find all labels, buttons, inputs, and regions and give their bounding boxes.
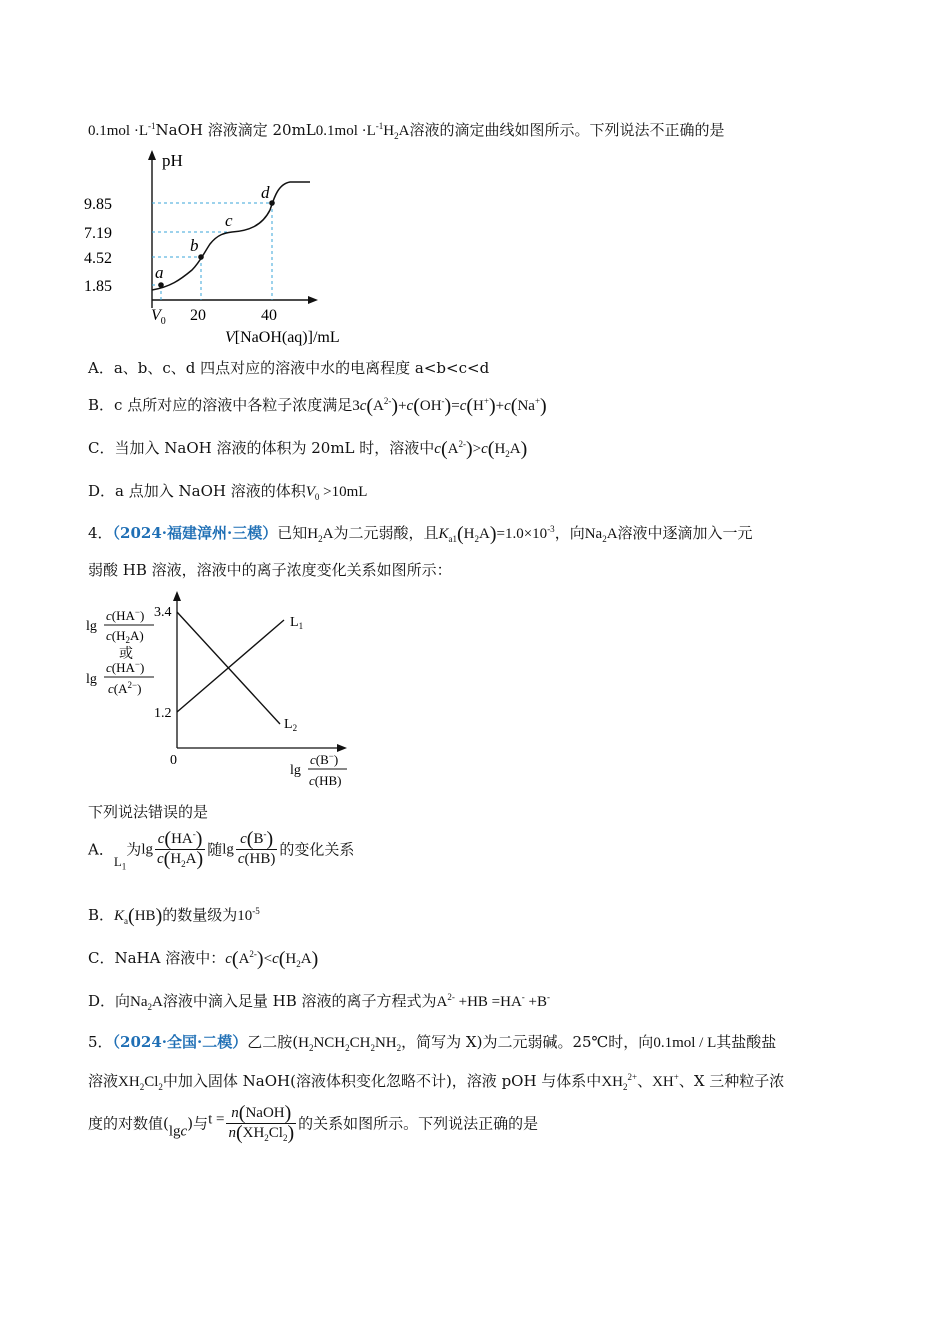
q4-option-c: C．NaHA 溶液中：$c(A^{2-})<c(H_2A)$ [88,948,319,970]
y-axis-arrow [148,150,156,160]
titration-curve [152,182,310,290]
y-tick-4.52: 4.52 [84,250,112,267]
q4-option-b: B．$K_a(HB)$的数量级为$10^{-5}$ [88,905,260,927]
q4-option-d: D．向$Na_2A$溶液中滴入足量 HB 溶液的离子方程式为$A^{2-} +HB =HA^- +B^-$ [88,992,551,1012]
y-tick-7.19: 7.19 [84,225,112,242]
q4-source: （2024·福建漳州·三模） [112,524,278,542]
svg-text:lg: lg [86,619,97,634]
svg-text:c(HA−): c(HA−) [106,607,145,623]
x-origin: 0 [170,753,177,768]
line-l2 [177,612,280,724]
y-tick-1.2: 1.2 [154,706,172,721]
point-b [198,254,204,260]
point-label-c: c [225,211,233,230]
q5-stem-line2: 溶液$XH_2Cl_2$中加入固体 NaOH(溶液体积变化忽略不计)，溶液 pOH 与体系中$XH_2^{2+}$、XH+、X 三种粒子浓 [88,1072,785,1092]
y-axis-label: pH [162,151,183,170]
q4-option-a: A．$L_1$为lg $\frac{c(HA^-)}{c(H_2A)}$ 随lg $\frac{c(B^-)}{c(HB)}$ 的变化关系 [88,828,355,872]
svg-text:lg: lg [86,672,97,687]
or-label: 或 [119,647,133,662]
y-tick-9.85: 9.85 [84,196,112,213]
log-concentration-chart [84,588,364,793]
x-axis-label: V[NaOH(aq)]/mL [225,329,340,346]
svg-text:c(HA−): c(HA−) [106,659,145,675]
y-axis-arrow [173,591,181,601]
x-tick-40: 40 [261,307,277,324]
x-tick-v0: $V_0$ [151,307,166,327]
x-tick-20: 20 [190,307,206,324]
point-label-b: b [190,236,199,255]
q3-option-a: A．a、b、c、d 四点对应的溶液中水的电离程度 a<b<c<d [88,359,490,377]
q3-option-b: B．c 点所对应的溶液中各粒子浓度满足$3c(A^{2-})+c(OH^-)=c(H^+)+c(Na^+)$ [88,395,547,417]
q5-stem-line1: 5．（2024·全国·二模）乙二胺($H_2NCH_2CH_2NH_2$，简写为 X)为二元弱碱。25℃时，向0.1mol / L其盐酸盐 [88,1033,777,1053]
label-l2: $L_2$ [284,717,298,733]
x-axis-arrow [337,744,347,752]
svg-text:c(H2A): $c(H_2A)$ [106,628,144,645]
y-tick-3.4: 3.4 [154,605,172,620]
titration-curve-chart [80,148,380,348]
point-label-a: a [155,263,164,282]
q4-prompt: 下列说法错误的是 [88,803,209,821]
svg-text:lg: lg [290,763,301,778]
x-axis-arrow [308,296,318,304]
q5-stem-line3: 度的对数值(lgc)与t = $\frac{\text{n(NaOH)}}{n(XH_2Cl_2)}$ 的关系如图所示。下列说法正确的是 [88,1102,539,1144]
q5-source: （2024·全国·二模） [112,1033,248,1051]
q4-stem-line2: 弱酸 HB 溶液，溶液中的离子浓度变化关系如图所示： [88,561,452,579]
x-axis-label [290,751,347,788]
y-tick-1.85: 1.85 [84,278,112,295]
point-label-d: d [261,183,270,202]
q3-option-d: D．a 点加入 NaOH 溶液的体积$V_0 >10mL$ [88,482,368,502]
svg-text:c(HB): c(HB) [309,773,342,788]
line-l1 [177,620,284,712]
svg-text:c(B−): c(B−) [310,751,339,767]
svg-text:c(A2−): $c(A^{2-})$ [108,680,142,696]
q4-stem-line1: 4．（2024·福建漳州·三模）已知$H_2A$为二元弱酸，且$K_{a1}(H_2A)=1.0\times 10^{-3}$，向$Na_2A$溶液中逐滴加入一元 [88,523,753,545]
point-a [158,282,164,288]
label-l1: $L_1$ [290,615,304,631]
point-d [269,200,275,206]
y-axis-label [86,607,154,696]
q3-stem: $0.1mol \cdot L^{-1}NaOH$ 溶液滴定 $20mL0.1mol \cdot L^{-1}H_2A$溶液的滴定曲线如图所示。下列说法不正确的是 [88,121,725,141]
q3-option-c: C．当加入 NaOH 溶液的体积为 20mL 时，溶液中$c(A^{2-})>c(H_2A)$ [88,438,528,460]
